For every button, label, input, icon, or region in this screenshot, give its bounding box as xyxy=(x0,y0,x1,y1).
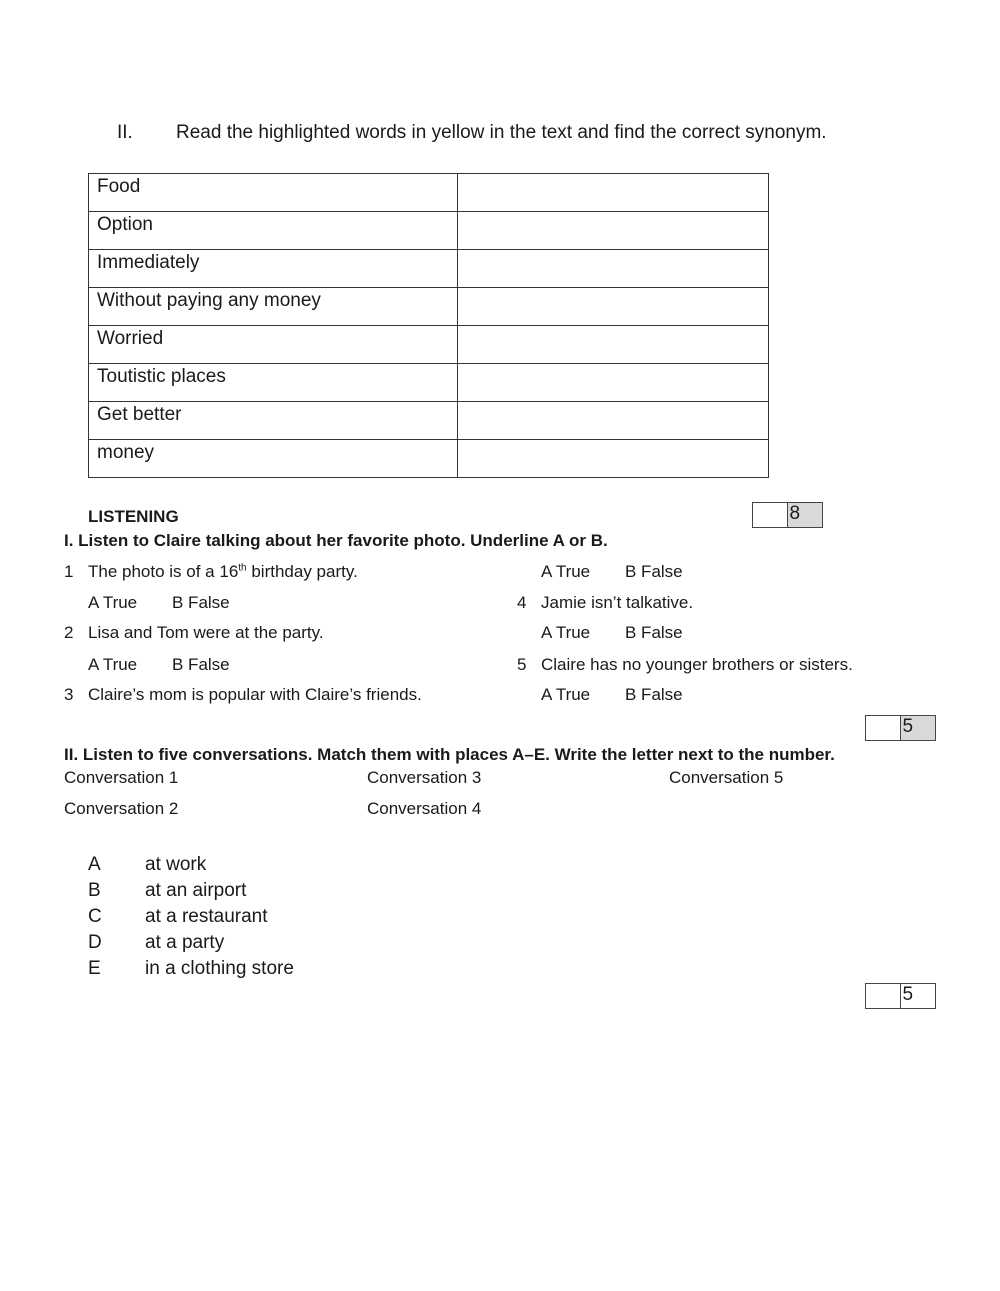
question-text: Claire has no younger brothers or sisters. xyxy=(541,655,853,674)
table-row xyxy=(89,250,769,288)
section-numeral: II. xyxy=(117,122,133,143)
question-number: 5 xyxy=(517,655,527,674)
synonym-word: Immediately xyxy=(89,250,458,288)
question-text: Jamie isn’t talkative. xyxy=(541,593,694,612)
synonym-answer-cell[interactable] xyxy=(458,250,769,288)
option-a[interactable]: A True xyxy=(541,623,591,642)
place-text: at an airport xyxy=(145,880,247,901)
table-row xyxy=(89,440,769,478)
option-a[interactable]: A True xyxy=(88,655,138,674)
synonym-answer-cell[interactable] xyxy=(458,288,769,326)
synonym-word: Without paying any money xyxy=(89,288,458,326)
question-text: Lisa and Tom were at the party. xyxy=(88,623,324,642)
option-b[interactable]: B False xyxy=(172,655,230,674)
synonym-answer-cell[interactable] xyxy=(458,174,769,212)
synonym-table xyxy=(88,173,769,478)
part1-instruction: I. Listen to Claire talking about her favorite photo. Underline A or B. xyxy=(64,531,608,550)
conversation-label: Conversation 2 xyxy=(64,799,179,818)
option-a[interactable]: A True xyxy=(541,562,591,581)
question-number: 3 xyxy=(64,685,74,704)
place-text: at work xyxy=(145,854,207,875)
option-b[interactable]: B False xyxy=(625,685,683,704)
conversation-label: Conversation 1 xyxy=(64,768,179,787)
score-box xyxy=(752,502,823,528)
table-row xyxy=(89,402,769,440)
option-b[interactable]: B False xyxy=(625,562,683,581)
table-row xyxy=(89,288,769,326)
synonym-word: Toutistic places xyxy=(89,364,458,402)
question-number: 1 xyxy=(64,562,74,581)
table-row xyxy=(89,364,769,402)
synonym-answer-cell[interactable] xyxy=(458,364,769,402)
option-b[interactable]: B False xyxy=(625,623,683,642)
conversation-label: Conversation 3 xyxy=(367,768,482,787)
place-letter: B xyxy=(88,880,101,901)
option-a[interactable]: A True xyxy=(541,685,591,704)
question-text-part: birthday party. xyxy=(246,562,358,581)
score-value: 5 xyxy=(900,984,935,1008)
ordinal-suffix: th xyxy=(238,562,247,574)
option-a[interactable]: A True xyxy=(88,593,138,612)
place-letter: A xyxy=(88,854,101,875)
conversation-label: Conversation 5 xyxy=(669,768,784,787)
table-row xyxy=(89,326,769,364)
synonym-word: Food xyxy=(89,174,458,212)
question-number: 4 xyxy=(517,593,527,612)
synonym-word: Option xyxy=(89,212,458,250)
synonym-instruction: Read the highlighted words in yellow in the text and find the correct synonym. xyxy=(176,122,827,143)
place-letter: E xyxy=(88,958,101,979)
place-text: in a clothing store xyxy=(145,958,294,979)
conversation-label: Conversation 4 xyxy=(367,799,482,818)
synonym-answer-cell[interactable] xyxy=(458,440,769,478)
score-value: 8 xyxy=(787,503,822,527)
question-text-part: The photo is of a 16 xyxy=(88,562,239,581)
question-text: Claire’s mom is popular with Claire’s friends. xyxy=(88,685,422,704)
synonym-word: money xyxy=(89,440,458,478)
listening-heading: LISTENING xyxy=(88,507,179,526)
score-blank[interactable] xyxy=(753,503,787,527)
synonym-word: Get better xyxy=(89,402,458,440)
score-blank[interactable] xyxy=(866,984,900,1008)
option-b[interactable]: B False xyxy=(172,593,230,612)
synonym-word: Worried xyxy=(89,326,458,364)
place-letter: D xyxy=(88,932,102,953)
synonym-answer-cell[interactable] xyxy=(458,212,769,250)
score-value: 5 xyxy=(900,716,935,740)
question-text xyxy=(88,562,358,582)
place-text: at a party xyxy=(145,932,225,953)
score-blank[interactable] xyxy=(866,716,900,740)
place-text: at a restaurant xyxy=(145,906,268,927)
place-letter: C xyxy=(88,906,102,927)
score-box xyxy=(865,983,936,1009)
question-number: 2 xyxy=(64,623,74,642)
table-row xyxy=(89,174,769,212)
synonym-answer-cell[interactable] xyxy=(458,326,769,364)
score-box xyxy=(865,715,936,741)
synonym-answer-cell[interactable] xyxy=(458,402,769,440)
table-row xyxy=(89,212,769,250)
part2-instruction: II. Listen to five conversations. Match them with places A–E. Write the letter next to the number. xyxy=(64,745,835,764)
